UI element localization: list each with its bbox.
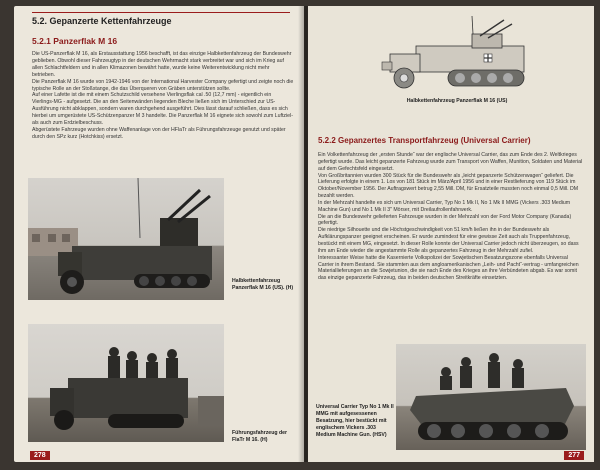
drawing-caption: Halbkettenfahrzeug Panzerflak M 16 (US) [406, 98, 508, 104]
page-number: 277 [564, 451, 584, 460]
paragraph: Die an die Bundeswehr gelieferten Fahrzeuge wurden in der Mehrzahl von der Ford Motor Company (Kanada) gefertigt. [318, 213, 572, 227]
photo-caption: Universal Carrier Typ No 1 Mk II MMG mit aufgesessenen Besatzung, hier bestückt mit englischem Vickers .303 Medium Machine Gun. (HSV) [316, 404, 394, 438]
truck-photo-graphic [28, 324, 224, 442]
carrier-photo-graphic [396, 344, 586, 450]
photo-fuehrungsfahrzeug [28, 324, 224, 442]
halftrack-line-drawing [376, 14, 536, 94]
right-page [308, 6, 594, 462]
header-rule [32, 12, 290, 13]
paragraph: Interessanter Weise hatte die Kasernierte Volkspolizei der Sowjetischen Besatzungszone ebenfalls Universal Carrier in ihrem Bestand. Sie stammten aus dem angloamerikanischen „Leih- und Pacht“-vertrag - umfangreichen Materiallieferungen an die Sowjetunion, die sie nach Ende des Krieges an ihre Verbündeten abgab. Es war somit das einzige gepanzerte Fahrzeug, das in beiden deutschen Streitkräfte einsetzten. [318, 254, 579, 282]
paragraph: Abgerüstete Fahrzeuge wurden ohne Waffenanlage von der HFlaTr als Führungsfahrzeuge genutzt und später durch den SPz kurz (Hotchkiss) ersetzt. [32, 126, 286, 140]
page-number: 278 [30, 451, 50, 460]
paragraph: Die US-Panzerflak M 16, als Erstausstattung 1956 beschafft, ist das einzige Halbkettenfahrzeug der Bundeswehr geblieben. Obwohl dieser Fahrzeugtyp in der deutschen Wehrmacht stark verbreitet war und sich im Krieg auf allen Schlachtfeldern und in allen Klimazonen bewährt hatte, wurde keine Weiterentwicklung nicht mehr betrieben. [32, 51, 292, 78]
paragraph: In der Mehrzahl handelte es sich um Universal Carrier, Typ No 1 Mk II, No 1 Mk II MMG (Vickers .303 Medium Machine Gun) und No 1 Mk II 3" Mörser, mit Dreilaufrollenfahrwerk. [318, 199, 571, 213]
photo-caption: Führungsfahrzeug der FlaTr M 16. (H) [232, 430, 288, 443]
paragraph: Auf einer Lafette ist die mit einem Schutzschild versehene Vierlingsflak cal .50 (12,7 mm) - eigentlich ein Vierlings-MG - aufgesetzt. Die an den Seitenwänden liegenden Bleche ließen sich im Unterschied zur US-Ausführung nicht abklappen, sondern waren durchgehend ausgeführt. Dies lässt darauf schließen, dass es sich hierbei um umgerüstete US-Schützenpanzer M 3 handelte. Die Panzerflak M 16 eignete sich sowohl zum Luftziel- als auch zum Erdzielbeschuss. [32, 92, 293, 127]
halftrack-photo-graphic [28, 178, 224, 300]
right-body-text [318, 152, 584, 282]
section-title: 5.2. Gepanzerte Kettenfahrzeuge [32, 16, 172, 26]
subsection-title: 5.2.1 Panzerflak M 16 [32, 36, 118, 46]
left-body-text [32, 51, 294, 141]
paragraph: Von Großbritannien wurden 300 Stück für die Bundeswehr als „leicht gepanzerte Schützenwagen“ geliefert. Die Lieferung erfolgte in einem 1. Los von 181 Stück im März/April 1956 und in einer Restlieferung von 119 Stück im Oktober/November 1956. Der Auftragswert betrug 2,55 Mill. DM, für Ersatzteile mussten noch einmal 0,5 Mill. DM bezahlt werden. [318, 172, 579, 200]
photo-panzerflak-m16 [28, 178, 224, 300]
photo-universal-carrier [396, 344, 586, 450]
paragraph: Ein Volkettenfahrzeug der „ersten Stunde“ war der englische Universal Carrier, das zum Ende des 2. Weltkrieges gefertigt wurde. Das leicht gepanzerte Fahrzeug wurde zum Transport von Waffen, Munition, Soldaten und Material auf dem Gefechtsfeld eingesetzt. [318, 152, 583, 172]
subsection-title: 5.2.2 Gepanzertes Transportfahrzeug (Universal Carrier) [318, 136, 531, 145]
paragraph: Die Panzerflak M 16 wurde von 1942-1946 von der International Harvester Company gefertigt und zeigte noch die typische Rolle an der Stoßstange, die das Überqueren von Gräben unterstützen sollte. [32, 78, 294, 92]
photo-caption: Halbkettenfahrzeug Panzerflak M 16 (US). (H) [232, 278, 294, 291]
left-page [14, 6, 304, 462]
paragraph: Die niedrige Silhouette und die Höchstgeschwindigkeit von 51 km/h ließen ihn in der Bundeswehr als Aufklärungspanzer geeignet erscheinen. Er wurde zumindest für eine gewisse Zeit auch als Truppenfahrzeug, bestückt mit einem MG, eingesetzt. In dieser Rolle konnte der Universal Carrier jedoch nicht überzeugen, so dass ihm am Ende wieder die angestammte Rolle als gepanzertes Fahrzeug in der Mehrzahl zufiel. [318, 227, 579, 254]
